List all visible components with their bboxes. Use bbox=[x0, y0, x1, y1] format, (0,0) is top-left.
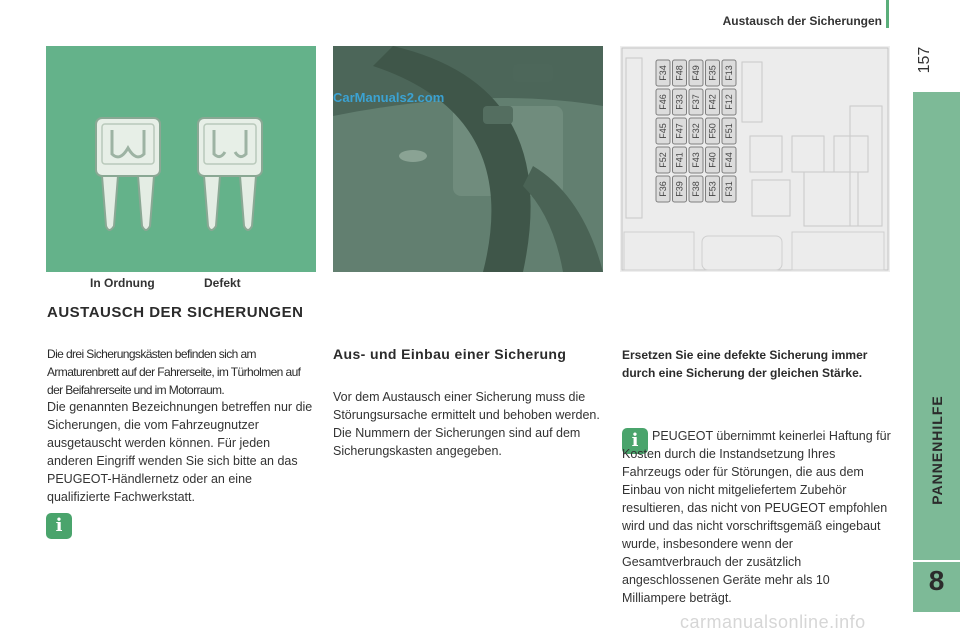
fuse-illustration bbox=[46, 46, 316, 272]
fuse-label: F42 bbox=[707, 94, 718, 110]
steering-wheel-illustration bbox=[333, 46, 603, 272]
fuse-label: F46 bbox=[658, 94, 668, 110]
fuse-label: F31 bbox=[724, 181, 734, 197]
fuse-label: F49 bbox=[691, 65, 701, 81]
info-icon: i bbox=[46, 513, 72, 539]
image-watermark: CarManuals2.com bbox=[333, 90, 445, 105]
caption-defect: Defekt bbox=[204, 276, 241, 290]
fuse-label: F37 bbox=[691, 94, 701, 110]
fuse-box-svg bbox=[620, 46, 890, 272]
fuse-label: F12 bbox=[724, 94, 734, 110]
fuse-label: F50 bbox=[707, 123, 718, 139]
fuse-label: F47 bbox=[674, 123, 685, 139]
fuse-label: F45 bbox=[658, 123, 668, 139]
fuse-label: F39 bbox=[674, 181, 685, 197]
fuse-label: F52 bbox=[658, 152, 668, 168]
subsection-title: Aus- und Einbau einer Sicherung bbox=[333, 346, 567, 362]
header-rule bbox=[886, 0, 889, 28]
fuse-label: F40 bbox=[707, 152, 718, 168]
subsection-body: Vor dem Austausch einer Sicherung muss die Störungsursache ermittelt und behoben werden. Die Nummern der Sicherungen sind auf dem Sicherungskasten angegeben. bbox=[333, 390, 600, 458]
fuse-label: F48 bbox=[674, 65, 685, 81]
running-header: Austausch der Sicherungen bbox=[722, 14, 882, 28]
fuse-label: F53 bbox=[707, 181, 718, 197]
section-intro: Die drei Sicherungskästen befinden sich am Armaturenbrett auf der Fahrerseite, im Türholmen auf der Beifahrerseite und im Motorraum. bbox=[47, 347, 301, 397]
dashboard-photo bbox=[333, 46, 603, 272]
warning-text: Ersetzen Sie eine defekte Sicherung immer durch eine Sicherung der gleichen Stärke. bbox=[622, 348, 868, 380]
fuse-label: F36 bbox=[658, 181, 668, 197]
fuse-label: F32 bbox=[691, 123, 701, 139]
fuse-label: F33 bbox=[674, 94, 685, 110]
fuse-label: F51 bbox=[724, 123, 734, 139]
fuse-defect-icon bbox=[198, 118, 262, 230]
fuse-label: F35 bbox=[707, 65, 718, 81]
fuse-label: F43 bbox=[691, 152, 701, 168]
fuse-comparison-figure bbox=[46, 46, 316, 272]
fuse-label: F34 bbox=[658, 65, 668, 81]
section-title: AUSTAUSCH DER SICHERUNGEN bbox=[47, 304, 304, 321]
chapter-tab-label: PANNENHILFE bbox=[928, 395, 945, 505]
info-icon-note: i bbox=[622, 428, 648, 454]
fuse-label: F44 bbox=[724, 152, 734, 168]
fuse-label: F41 bbox=[674, 152, 685, 168]
page-number: 157 bbox=[916, 46, 933, 74]
caption-ok: In Ordnung bbox=[90, 276, 155, 290]
chapter-number: 8 bbox=[928, 565, 945, 596]
fuse-label: F13 bbox=[724, 65, 734, 81]
fuse-label-grid bbox=[656, 60, 736, 202]
note-text: PEUGEOT übernimmt keinerlei Haftung für Kosten durch die Instandsetzung Ihres Fahrzeugs oder für Störungen, die aus dem Einbau von nicht mitgeliefertem Zubehör resultieren, das nicht von PEUGEOT empfohlen wird und das nicht vorschriftsgemäß eingebaut wurde, insbesondere wenn der Gesamtverbrauch der zusätzlich angeschlossenen Geräte mehr als 10 Milliampere beträgt. bbox=[622, 429, 891, 605]
footer-watermark: carmanualsonline.info bbox=[680, 612, 866, 632]
fuse-box-diagram bbox=[620, 46, 890, 272]
section-body: Die genannten Bezeichnungen betreffen nur die Sicherungen, die vom Fahrzeugnutzer ausgetauscht werden können. Für jeden anderen Eingriff wenden Sie sich bitte an das PEUGEOT-Händlernetz oder an eine qualifizierte Fachwerkstatt. bbox=[47, 400, 313, 504]
fuse-good-icon bbox=[96, 118, 160, 230]
fuse-label: F38 bbox=[691, 181, 701, 197]
